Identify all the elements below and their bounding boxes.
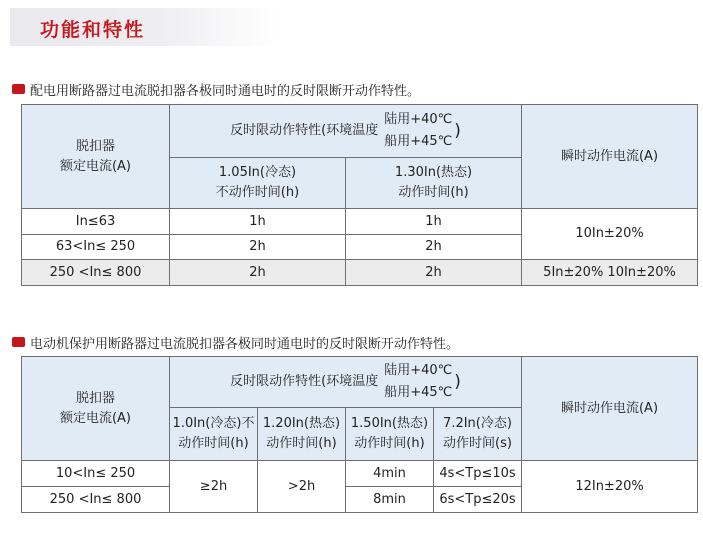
t72-cell: 6s<Tp≤20s [434,487,522,513]
t72-cell: 4s<Tp≤10s [434,461,522,487]
instant-cell: 5In±20% 10In±20% [522,260,698,286]
cold-1-0-header: 1.0In(冷态)不 动作时间(h) [170,408,258,461]
cold-cell: 1h [170,209,346,235]
instant-cell: 10In±20% [522,209,698,260]
temp-land: 陆用+40℃ [384,363,453,378]
instant-current-header: 瞬时动作电流(A) [522,105,698,209]
table-row [22,260,698,286]
t150-cell: 4min [346,461,434,487]
t150-cell: 8min [346,487,434,513]
table-header-row [22,105,698,158]
range-cell: 250 <In≤ 800 [22,260,170,286]
bullet-marker-icon [12,84,25,94]
range-cell: 250 <In≤ 800 [22,487,170,513]
hot-1-50-header: 1.50In(热态) 动作时间(h) [346,408,434,461]
cold-cell: 2h [170,235,346,260]
hot-time-header: 1.30In(热态) 动作时间(h) [346,158,522,209]
cold-7-2-header: 7.2In(冷态) 动作时间(s) [434,408,522,461]
temp-ship: 船用+45℃ [384,385,453,400]
table-row [22,209,698,235]
hot-cell: 2h [346,260,522,286]
hot-cell: 1h [346,209,522,235]
rated-current-header: 脱扣器 额定电流(A) [22,105,170,209]
hot-1-20-header: 1.20In(热态) 动作时间(h) [258,408,346,461]
page-title: 功能和特性 [40,19,146,41]
section1-heading [12,81,420,97]
hot-cell: 2h [346,235,522,260]
instant-current-header: 瞬时动作电流(A) [522,357,698,461]
instant-cell: 12In±20% [522,461,698,513]
table-row [22,461,698,487]
cold-cell: 2h [170,260,346,286]
inverse-time-header: 反时限动作特性(环境温度 陆用+40℃ 船用+45℃ ) [170,105,522,158]
table-header-row [22,357,698,408]
section2-heading [12,334,459,350]
distribution-breaker-table [21,104,698,286]
cold-time-header: 1.05In(冷态) 不动作时间(h) [170,158,346,209]
range-cell: 63<In≤ 250 [22,235,170,260]
t10-cell: ≥2h [170,461,258,513]
t120-cell: >2h [258,461,346,513]
section1-heading-text: 配电用断路器过电流脱扣器各极同时通电时的反时限断开动作特性。 [30,83,421,99]
temp-land: 陆用+40℃ [384,112,453,127]
motor-protection-breaker-table [21,356,698,513]
temp-ship: 船用+45℃ [384,134,453,149]
range-cell: 10<In≤ 250 [22,461,170,487]
bullet-marker-icon [12,337,25,347]
inverse-time-header: 反时限动作特性(环境温度 陆用+40℃ 船用+45℃ ) [170,357,522,408]
range-cell: In≤63 [22,209,170,235]
rated-current-header: 脱扣器 额定电流(A) [22,357,170,461]
section2-heading-text: 电动机保护用断路器过电流脱扣器各极同时通电时的反时限断开动作特性。 [30,336,460,352]
